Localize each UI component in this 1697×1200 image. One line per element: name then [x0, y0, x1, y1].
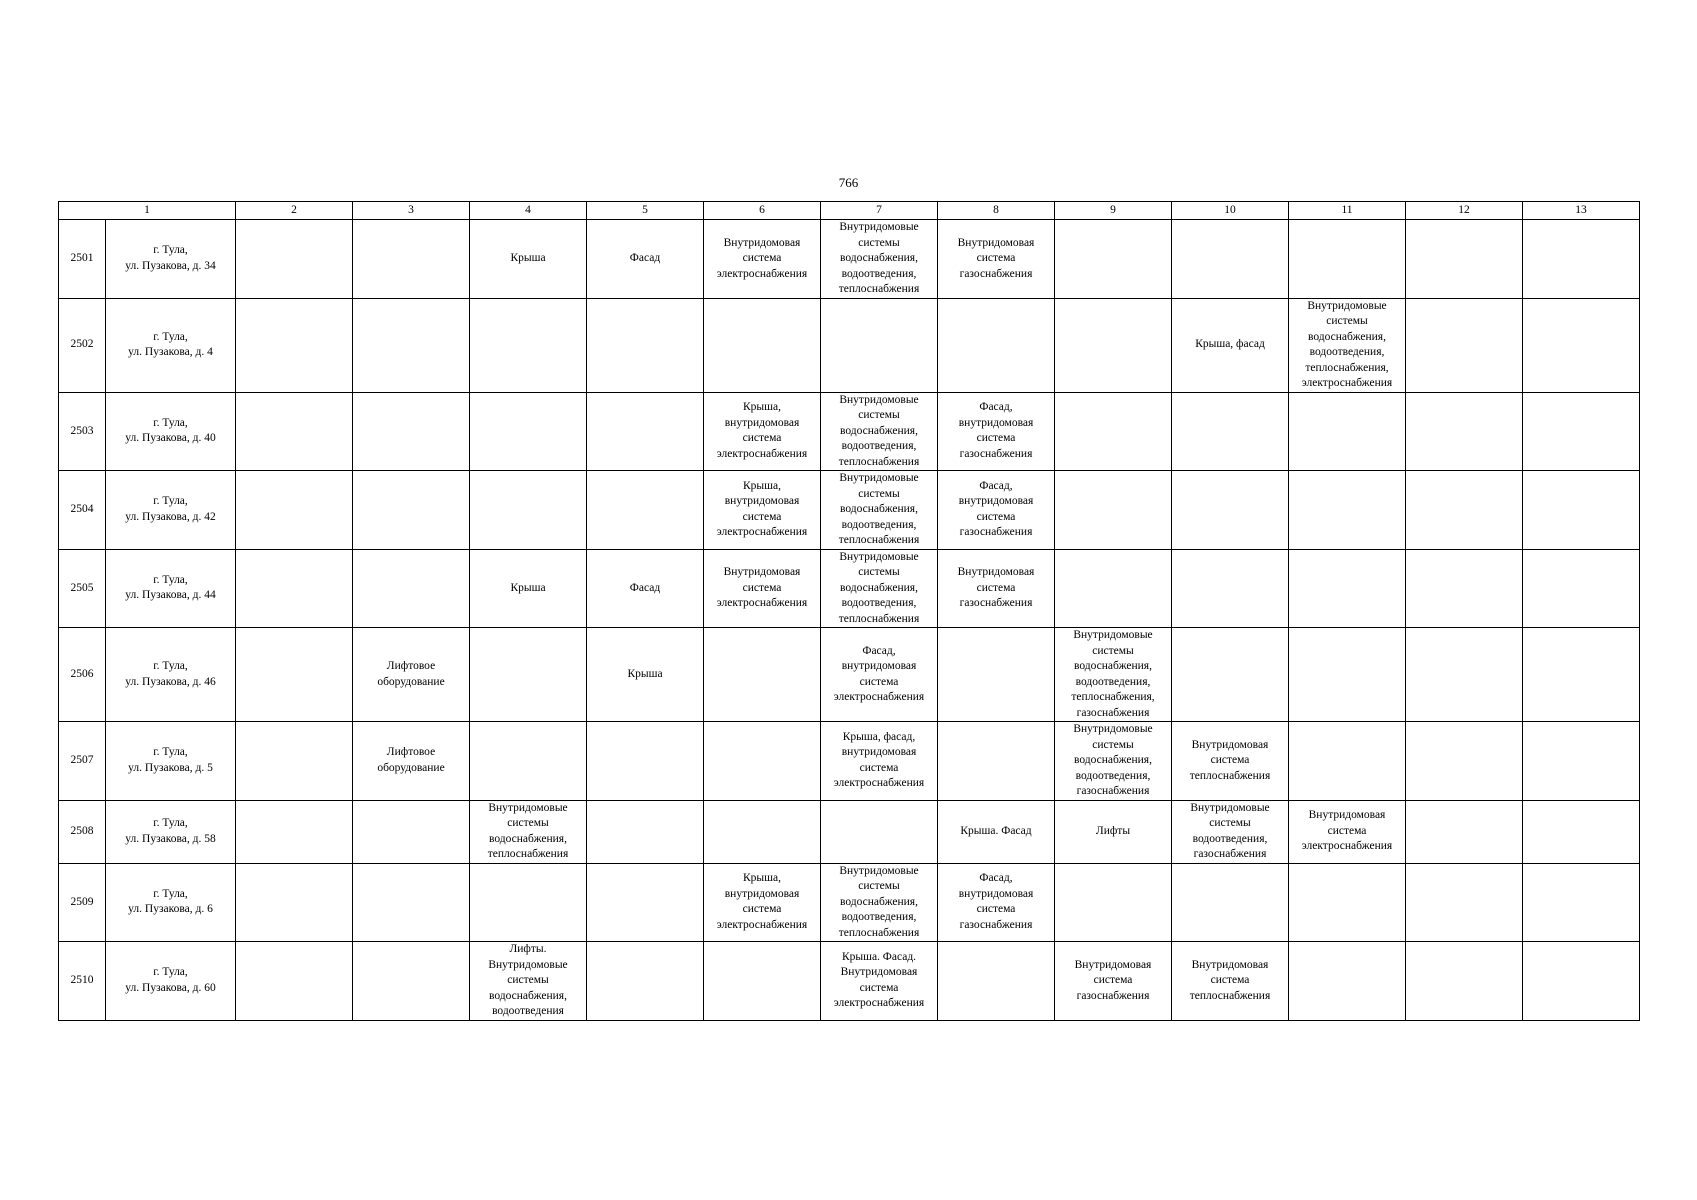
row-number-cell: 2505	[59, 549, 106, 628]
row-number-cell: 2502	[59, 298, 106, 392]
work-type-cell	[236, 392, 353, 471]
work-type-cell: Внутридомовая система электроснабжения	[704, 549, 821, 628]
work-type-cell: Лифтовое оборудование	[353, 628, 470, 722]
work-type-cell: Внутридомовые системы водоснабжения, теплоснабжения	[470, 800, 587, 863]
work-type-cell: Крыша. Фасад	[938, 800, 1055, 863]
work-type-cell	[353, 392, 470, 471]
work-type-cell: Внутридомовые системы водоснабжения, водоотведения, теплоснабжения, газоснабжения	[1055, 628, 1172, 722]
column-header: 1	[59, 202, 236, 220]
work-type-cell: Лифты. Внутридомовые системы водоснабжения, водоотведения	[470, 942, 587, 1021]
work-type-cell	[236, 471, 353, 550]
work-type-cell	[353, 471, 470, 550]
column-header: 10	[1172, 202, 1289, 220]
work-type-cell	[587, 942, 704, 1021]
column-header: 9	[1055, 202, 1172, 220]
address-cell: г. Тула, ул. Пузакова, д. 5	[106, 722, 236, 801]
work-type-cell	[1055, 298, 1172, 392]
work-type-cell: Внутридомовая система теплоснабжения	[1172, 942, 1289, 1021]
table-row	[59, 863, 1640, 942]
table-row	[59, 392, 1640, 471]
work-type-cell: Крыша, внутридомовая система электроснабжения	[704, 863, 821, 942]
column-header: 2	[236, 202, 353, 220]
address-cell: г. Тула, ул. Пузакова, д. 44	[106, 549, 236, 628]
work-type-cell	[1523, 298, 1640, 392]
work-type-cell: Фасад	[587, 220, 704, 299]
work-type-cell	[1289, 471, 1406, 550]
work-type-cell: Крыша, фасад	[1172, 298, 1289, 392]
work-type-cell	[1406, 220, 1523, 299]
work-type-cell: Внутридомовые системы водоснабжения, водоотведения, теплоснабжения	[821, 549, 938, 628]
work-type-cell	[587, 800, 704, 863]
work-type-cell	[1523, 549, 1640, 628]
work-type-cell	[1172, 549, 1289, 628]
column-number-header-row	[59, 202, 1640, 220]
work-type-cell	[470, 722, 587, 801]
address-cell: г. Тула, ул. Пузакова, д. 58	[106, 800, 236, 863]
work-type-cell	[1523, 942, 1640, 1021]
work-type-cell	[1172, 471, 1289, 550]
work-type-cell	[1289, 628, 1406, 722]
work-type-cell	[1055, 549, 1172, 628]
work-type-cell: Крыша, фасад, внутридомовая система электроснабжения	[821, 722, 938, 801]
column-header: 11	[1289, 202, 1406, 220]
row-number-cell: 2501	[59, 220, 106, 299]
table-row	[59, 800, 1640, 863]
table-row	[59, 549, 1640, 628]
row-number-cell: 2508	[59, 800, 106, 863]
work-type-cell	[587, 471, 704, 550]
work-type-cell	[1055, 220, 1172, 299]
work-type-cell	[1055, 471, 1172, 550]
row-number-cell: 2509	[59, 863, 106, 942]
work-type-cell: Фасад, внутридомовая система газоснабжения	[938, 863, 1055, 942]
work-type-cell	[587, 392, 704, 471]
work-type-cell	[1172, 863, 1289, 942]
work-type-cell	[1523, 392, 1640, 471]
table-row	[59, 942, 1640, 1021]
work-type-cell	[1289, 392, 1406, 471]
work-type-cell	[821, 298, 938, 392]
work-type-cell: Фасад, внутридомовая система электроснабжения	[821, 628, 938, 722]
table-row	[59, 628, 1640, 722]
column-header: 13	[1523, 202, 1640, 220]
table-body	[59, 220, 1640, 1021]
address-cell: г. Тула, ул. Пузакова, д. 42	[106, 471, 236, 550]
work-type-cell: Внутридомовые системы водоснабжения, водоотведения, газоснабжения	[1055, 722, 1172, 801]
work-type-cell	[1289, 549, 1406, 628]
work-type-cell	[1406, 800, 1523, 863]
work-type-cell	[1523, 863, 1640, 942]
work-type-cell	[938, 942, 1055, 1021]
work-type-cell	[353, 549, 470, 628]
work-type-cell: Фасад, внутридомовая система газоснабжения	[938, 392, 1055, 471]
table-row	[59, 722, 1640, 801]
work-type-cell	[1289, 220, 1406, 299]
row-number-cell: 2510	[59, 942, 106, 1021]
work-type-cell	[1406, 298, 1523, 392]
work-type-cell	[353, 800, 470, 863]
row-number-cell: 2503	[59, 392, 106, 471]
row-number-cell: 2507	[59, 722, 106, 801]
work-type-cell	[704, 628, 821, 722]
work-type-cell: Внутридомовая система электроснабжения	[1289, 800, 1406, 863]
address-cell: г. Тула, ул. Пузакова, д. 60	[106, 942, 236, 1021]
work-type-cell	[470, 392, 587, 471]
table-row	[59, 220, 1640, 299]
work-type-cell: Фасад	[587, 549, 704, 628]
work-type-cell	[353, 863, 470, 942]
work-type-cell	[236, 628, 353, 722]
work-type-cell	[470, 471, 587, 550]
work-type-cell: Крыша, внутридомовая система электроснабжения	[704, 471, 821, 550]
address-cell: г. Тула, ул. Пузакова, д. 34	[106, 220, 236, 299]
work-type-cell	[1289, 863, 1406, 942]
work-type-cell	[704, 800, 821, 863]
work-type-cell: Внутридомовые системы водоснабжения, водоотведения, теплоснабжения, электроснабжения	[1289, 298, 1406, 392]
work-type-cell	[1406, 471, 1523, 550]
work-type-cell	[236, 863, 353, 942]
address-cell: г. Тула, ул. Пузакова, д. 46	[106, 628, 236, 722]
work-type-cell	[1406, 392, 1523, 471]
work-type-cell	[470, 298, 587, 392]
work-type-cell	[938, 298, 1055, 392]
work-type-cell	[1055, 392, 1172, 471]
repair-schedule-table	[58, 201, 1640, 1021]
row-number-cell: 2504	[59, 471, 106, 550]
work-type-cell: Крыша	[470, 220, 587, 299]
address-cell: г. Тула, ул. Пузакова, д. 6	[106, 863, 236, 942]
table-row	[59, 298, 1640, 392]
column-header: 12	[1406, 202, 1523, 220]
work-type-cell: Лифтовое оборудование	[353, 722, 470, 801]
work-type-cell	[1172, 392, 1289, 471]
work-type-cell: Крыша	[470, 549, 587, 628]
work-type-cell	[236, 298, 353, 392]
work-type-cell: Крыша, внутридомовая система электроснабжения	[704, 392, 821, 471]
work-type-cell: Внутридомовые системы водоотведения, газоснабжения	[1172, 800, 1289, 863]
work-type-cell	[353, 220, 470, 299]
work-type-cell	[587, 863, 704, 942]
work-type-cell	[353, 942, 470, 1021]
work-type-cell	[938, 628, 1055, 722]
column-header: 6	[704, 202, 821, 220]
work-type-cell	[1172, 220, 1289, 299]
work-type-cell	[1289, 722, 1406, 801]
work-type-cell	[1406, 628, 1523, 722]
work-type-cell: Внутридомовая система теплоснабжения	[1172, 722, 1289, 801]
work-type-cell	[1289, 942, 1406, 1021]
work-type-cell	[1523, 722, 1640, 801]
work-type-cell	[1406, 942, 1523, 1021]
row-number-cell: 2506	[59, 628, 106, 722]
work-type-cell: Внутридомовая система газоснабжения	[938, 220, 1055, 299]
work-type-cell	[236, 549, 353, 628]
work-type-cell: Крыша. Фасад. Внутридомовая система электроснабжения	[821, 942, 938, 1021]
work-type-cell	[470, 628, 587, 722]
work-type-cell	[470, 863, 587, 942]
work-type-cell: Внутридомовая система газоснабжения	[1055, 942, 1172, 1021]
work-type-cell	[704, 942, 821, 1021]
work-type-cell: Крыша	[587, 628, 704, 722]
column-header: 4	[470, 202, 587, 220]
work-type-cell	[821, 800, 938, 863]
column-header: 7	[821, 202, 938, 220]
column-header: 5	[587, 202, 704, 220]
page-number: 766	[838, 175, 859, 190]
work-type-cell	[1523, 800, 1640, 863]
column-header: 3	[353, 202, 470, 220]
work-type-cell: Внутридомовые системы водоснабжения, водоотведения, теплоснабжения	[821, 392, 938, 471]
work-type-cell	[1406, 549, 1523, 628]
work-type-cell	[1523, 220, 1640, 299]
work-type-cell	[1406, 722, 1523, 801]
work-type-cell	[1055, 863, 1172, 942]
work-type-cell	[587, 722, 704, 801]
work-type-cell	[587, 298, 704, 392]
table-row	[59, 471, 1640, 550]
work-type-cell: Внутридомовые системы водоснабжения, водоотведения, теплоснабжения	[821, 863, 938, 942]
work-type-cell: Лифты	[1055, 800, 1172, 863]
work-type-cell	[236, 800, 353, 863]
work-type-cell	[353, 298, 470, 392]
work-type-cell	[236, 942, 353, 1021]
work-type-cell	[704, 722, 821, 801]
work-type-cell	[236, 220, 353, 299]
work-type-cell: Внутридомовая система электроснабжения	[704, 220, 821, 299]
address-cell: г. Тула, ул. Пузакова, д. 4	[106, 298, 236, 392]
address-cell: г. Тула, ул. Пузакова, д. 40	[106, 392, 236, 471]
work-type-cell	[1523, 471, 1640, 550]
column-header: 8	[938, 202, 1055, 220]
work-type-cell	[1406, 863, 1523, 942]
work-type-cell	[1523, 628, 1640, 722]
work-type-cell	[1172, 628, 1289, 722]
work-type-cell: Фасад, внутридомовая система газоснабжения	[938, 471, 1055, 550]
work-type-cell: Внутридомовые системы водоснабжения, водоотведения, теплоснабжения	[821, 220, 938, 299]
work-type-cell	[704, 298, 821, 392]
work-type-cell: Внутридомовая система газоснабжения	[938, 549, 1055, 628]
work-type-cell: Внутридомовые системы водоснабжения, водоотведения, теплоснабжения	[821, 471, 938, 550]
work-type-cell	[236, 722, 353, 801]
work-type-cell	[938, 722, 1055, 801]
